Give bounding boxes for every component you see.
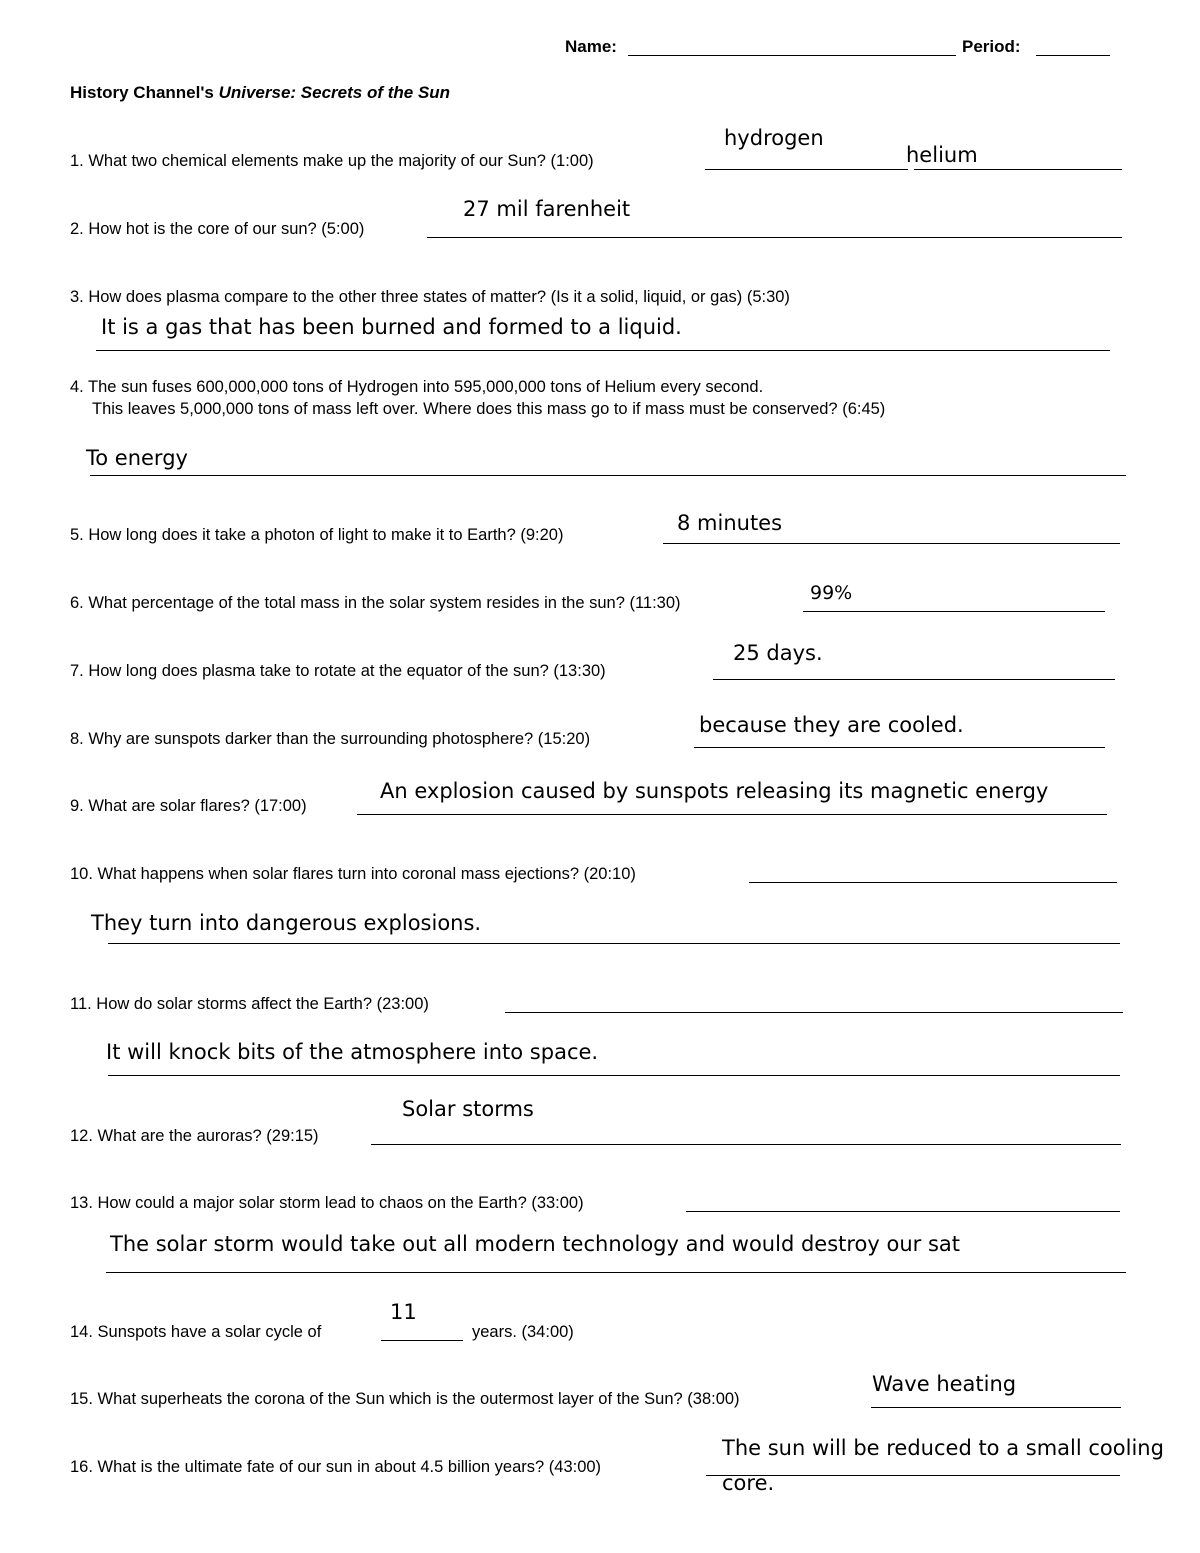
answer-line-5: [663, 543, 1120, 544]
answer-3[interactable]: It is a gas that has been burned and formed to a liquid.: [101, 315, 682, 339]
answer-1a[interactable]: hydrogen: [724, 126, 824, 150]
answer-line-13a: [686, 1211, 1120, 1212]
answer-line-10b: [108, 943, 1120, 944]
question-3: 3. How does plasma compare to the other three states of matter? (Is it a solid, liquid, or gas) (5:30): [70, 288, 790, 306]
answer-line-12: [371, 1144, 1121, 1145]
question-6: 6. What percentage of the total mass in the solar system resides in the sun? (11:30): [70, 594, 681, 612]
answer-line-14: [381, 1340, 463, 1341]
question-9: 9. What are solar flares? (17:00): [70, 797, 307, 815]
answer-8[interactable]: because they are cooled.: [699, 713, 964, 737]
answer-line-15: [871, 1407, 1121, 1408]
answer-4[interactable]: To energy: [86, 446, 188, 470]
period-label: Period:: [962, 37, 1021, 56]
question-14-before: 14. Sunspots have a solar cycle of: [70, 1323, 322, 1341]
question-4-line-2: This leaves 5,000,000 tons of mass left over. Where does this mass go to if mass must be conserved? (6:45): [92, 400, 886, 418]
answer-6[interactable]: 99%: [810, 582, 853, 604]
question-11: 11. How do solar storms affect the Earth? (23:00): [70, 995, 429, 1013]
answer-line-13b: [106, 1272, 1126, 1273]
answer-12[interactable]: Solar storms: [402, 1097, 534, 1121]
answer-line-2: [427, 237, 1122, 238]
answer-line-4: [90, 475, 1126, 476]
question-14-after: years. (34:00): [472, 1323, 574, 1341]
question-8: 8. Why are sunspots darker than the surrounding photosphere? (15:20): [70, 730, 591, 748]
answer-16-line-2[interactable]: core.: [722, 1471, 775, 1495]
period-field[interactable]: [1036, 55, 1110, 56]
question-2: 2. How hot is the core of our sun? (5:00): [70, 220, 365, 238]
question-4-line-1: 4. The sun fuses 600,000,000 tons of Hydrogen into 595,000,000 tons of Helium every second.: [70, 378, 764, 396]
answer-line-7: [713, 679, 1115, 680]
question-12: 12. What are the auroras? (29:15): [70, 1127, 319, 1145]
answer-line-11a: [505, 1012, 1123, 1013]
question-15: 15. What superheats the corona of the Sun which is the outermost layer of the Sun? (38:00): [70, 1390, 740, 1408]
name-label: Name:: [565, 37, 617, 56]
answer-10[interactable]: They turn into dangerous explosions.: [91, 911, 482, 935]
answer-16-line-1[interactable]: The sun will be reduced to a small cooling: [722, 1436, 1164, 1460]
answer-9[interactable]: An explosion caused by sunspots releasing its magnetic energy: [380, 779, 1049, 803]
worksheet-title: [70, 83, 450, 103]
question-7: 7. How long does plasma take to rotate at the equator of the sun? (13:30): [70, 662, 606, 680]
answer-14[interactable]: 11: [390, 1300, 417, 1324]
answer-line-1b: [914, 169, 1122, 170]
answer-line-11b: [108, 1075, 1120, 1076]
answer-7[interactable]: 25 days.: [733, 641, 823, 665]
title-italic: Universe: Secrets of the Sun: [218, 83, 451, 102]
question-1: 1. What two chemical elements make up the majority of our Sun? (1:00): [70, 152, 594, 170]
question-10: 10. What happens when solar flares turn into coronal mass ejections? (20:10): [70, 865, 636, 883]
answer-1b[interactable]: helium: [906, 143, 978, 167]
answer-line-10a: [749, 882, 1117, 883]
answer-line-6: [803, 611, 1105, 612]
question-16: 16. What is the ultimate fate of our sun in about 4.5 billion years? (43:00): [70, 1458, 602, 1476]
answer-line-3: [96, 350, 1110, 351]
title-prefix: History Channel's: [70, 83, 214, 102]
answer-2[interactable]: 27 mil farenheit: [463, 197, 631, 221]
answer-13[interactable]: The solar storm would take out all modern technology and would destroy our sat: [110, 1232, 961, 1256]
question-13: 13. How could a major solar storm lead to chaos on the Earth? (33:00): [70, 1194, 584, 1212]
answer-5[interactable]: 8 minutes: [677, 511, 783, 535]
answer-line-8: [694, 747, 1105, 748]
answer-15[interactable]: Wave heating: [872, 1372, 1017, 1396]
answer-line-9: [357, 814, 1107, 815]
answer-line-1a: [705, 169, 908, 170]
answer-11[interactable]: It will knock bits of the atmosphere into space.: [106, 1040, 599, 1064]
name-field[interactable]: [628, 55, 956, 56]
question-5: 5. How long does it take a photon of light to make it to Earth? (9:20): [70, 526, 564, 544]
